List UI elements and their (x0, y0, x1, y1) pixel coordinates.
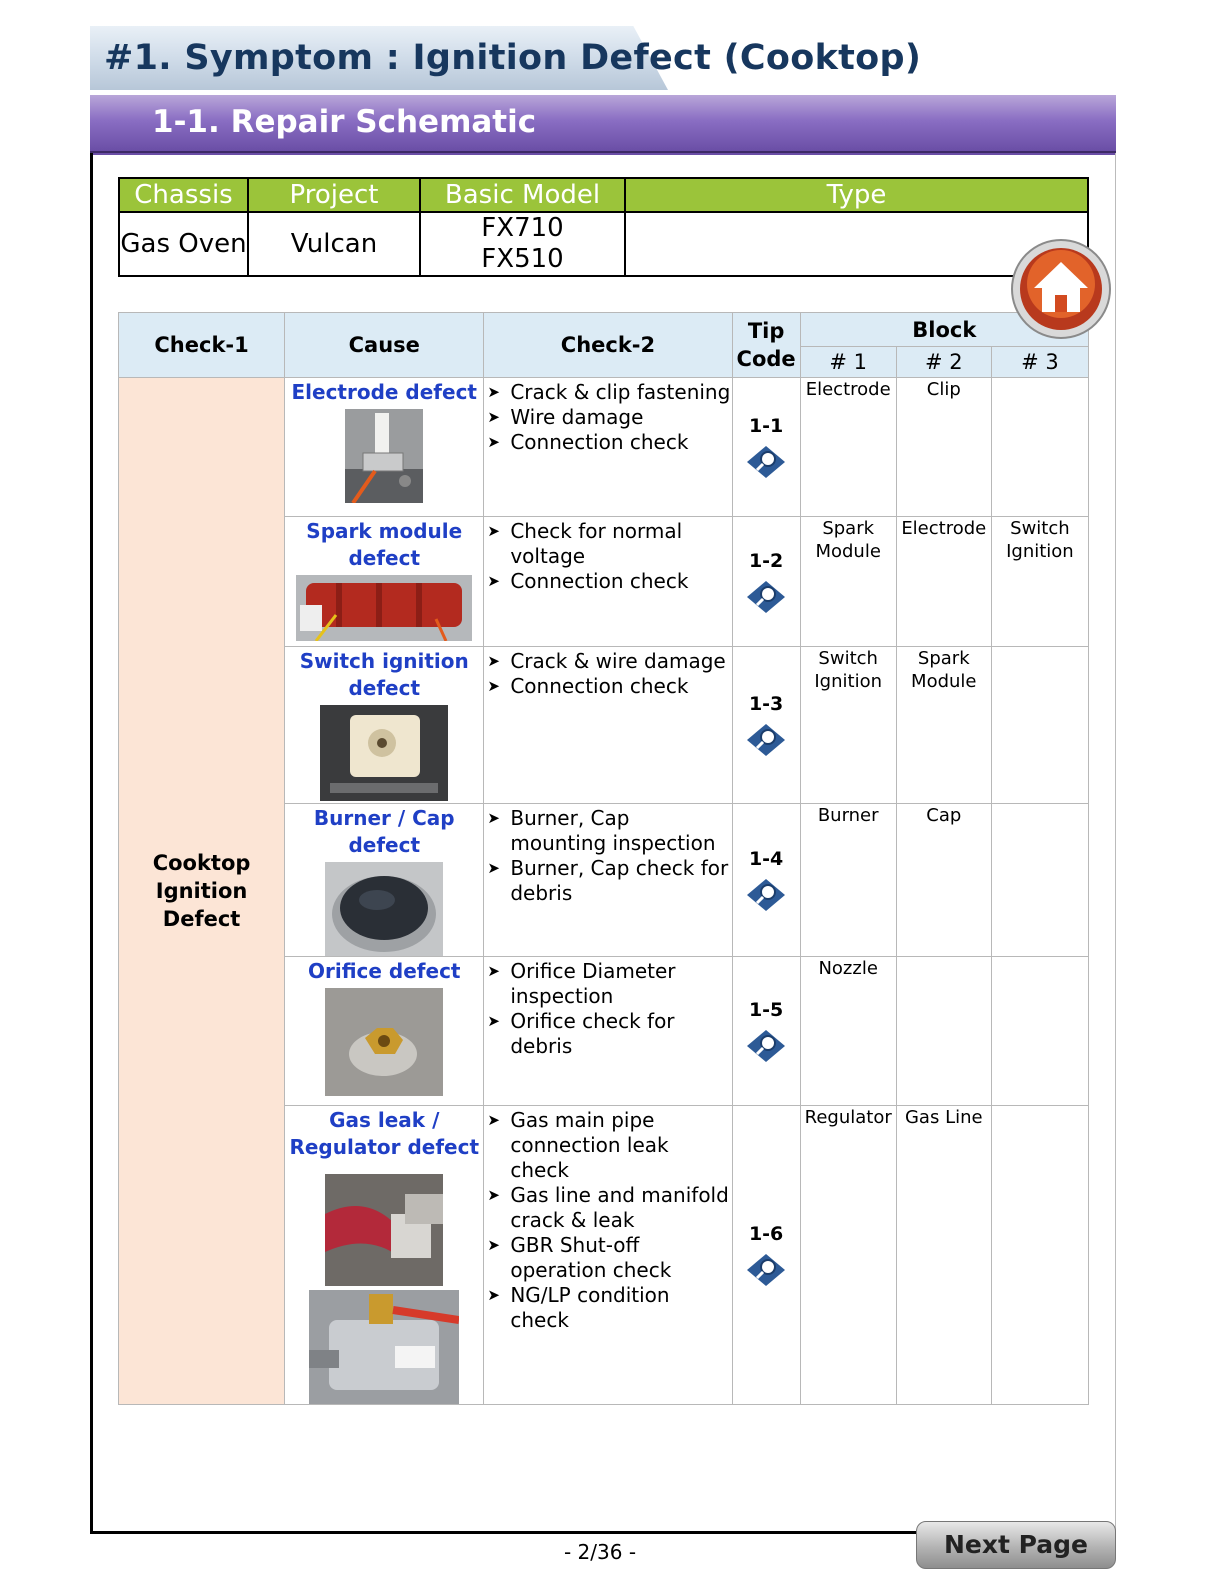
header-check2: Check-2 (484, 313, 732, 378)
info-model (420, 212, 625, 276)
header-tip-line1: Tip (747, 319, 785, 343)
cause-label-2: defect (348, 676, 421, 700)
block-3 (991, 804, 1088, 957)
magnifier-link-icon[interactable] (746, 445, 786, 479)
info-project: Vulcan (248, 212, 420, 276)
frame-top-line (93, 153, 1116, 155)
cause-cell (285, 957, 484, 1106)
block-2: Gas Line (896, 1106, 991, 1405)
check-item: ➤ Orifice check for debris (484, 1009, 731, 1059)
magnifier-link-icon[interactable] (746, 1253, 786, 1287)
schematic-table (118, 312, 1089, 1405)
check-item: ➤ Gas main pipe connection leak check (484, 1108, 731, 1183)
cause-cell (285, 647, 484, 804)
block-1: Nozzle (800, 957, 896, 1106)
cause-label: Switch ignition (299, 649, 469, 673)
check1-cell (119, 378, 285, 1405)
cause-cell (285, 1106, 484, 1405)
block-3 (991, 378, 1088, 517)
cause-label: Gas leak / (329, 1108, 440, 1132)
cause-label: Orifice defect (308, 959, 461, 983)
tip-cell (732, 378, 800, 517)
check2-cell (484, 647, 732, 804)
check2-cell (484, 957, 732, 1106)
header-block-1: # 1 (800, 347, 896, 378)
page-number: - 2/36 - (563, 1540, 637, 1564)
check-item: ➤ Connection check (484, 674, 731, 699)
tip-cell (732, 804, 800, 957)
check-item: ➤ Gas line and manifold crack & leak (484, 1183, 731, 1233)
header-block-3: # 3 (991, 347, 1088, 378)
info-header-chassis: Chassis (119, 178, 248, 212)
check2-cell (484, 1106, 732, 1405)
tip-cell (732, 517, 800, 647)
info-header-model: Basic Model (420, 178, 625, 212)
block-1: Switch Ignition (800, 647, 896, 804)
page-subtitle: 1-1. Repair Schematic (152, 104, 537, 140)
block-3 (991, 957, 1088, 1106)
info-model-1: FX710 (481, 213, 564, 243)
spark-module-photo (296, 575, 472, 641)
cause-label-2: Regulator defect (289, 1135, 480, 1159)
cause-cell (285, 804, 484, 957)
check2-list (484, 1108, 731, 1333)
cause-label: Electrode defect (291, 380, 477, 404)
tip-cell (732, 1106, 800, 1405)
tip-code: 1-3 (748, 693, 784, 715)
check-item: ➤ Burner, Cap check for debris (484, 856, 731, 906)
header-block-2: # 2 (896, 347, 991, 378)
block-1: Electrode (800, 378, 896, 517)
table-row (119, 378, 1089, 517)
info-header-project: Project (248, 178, 420, 212)
tip-code: 1-6 (748, 1223, 784, 1245)
header-block: Block (800, 313, 1088, 347)
check1-line2: Ignition Defect (155, 879, 248, 931)
regulator-photo (309, 1290, 459, 1404)
cause-label-2: defect (348, 833, 421, 857)
check-item: ➤ Connection check (484, 569, 731, 594)
check2-cell (484, 804, 732, 957)
info-chassis: Gas Oven (119, 212, 248, 276)
check2-cell (484, 378, 732, 517)
check2-list (484, 519, 731, 594)
info-header-type: Type (625, 178, 1088, 212)
check2-list (484, 806, 731, 906)
cause-cell (285, 378, 484, 517)
cause-label: Burner / Cap (313, 806, 455, 830)
tip-cell (732, 647, 800, 804)
check2-list (484, 649, 731, 699)
cause-cell (285, 517, 484, 647)
block-1: Regulator (800, 1106, 896, 1405)
magnifier-link-icon[interactable] (746, 878, 786, 912)
block-2: Spark Module (896, 647, 991, 804)
tip-code: 1-4 (748, 848, 784, 870)
block-3 (991, 647, 1088, 804)
next-page-button[interactable] (916, 1521, 1116, 1569)
next-page-label: Next Page (943, 1530, 1089, 1559)
header-cause: Cause (285, 313, 484, 378)
tip-cell (732, 957, 800, 1106)
info-table (118, 177, 1089, 277)
block-3 (991, 1106, 1088, 1405)
switch-ignition-photo (320, 705, 448, 801)
info-model-2: FX510 (481, 244, 564, 274)
block-2: Cap (896, 804, 991, 957)
orifice-photo (325, 988, 443, 1096)
header-tip-line2: Code (736, 347, 796, 371)
tip-code: 1-2 (748, 549, 784, 572)
block-2: Clip (896, 378, 991, 517)
cause-label: Spark module (306, 519, 463, 543)
header-check1: Check-1 (119, 313, 285, 378)
gas-pipe-photo (325, 1174, 443, 1286)
header-tip-code (732, 313, 800, 378)
check-item: ➤ Check for normal voltage (484, 519, 731, 569)
cause-label-2: defect (348, 546, 421, 570)
check-item: ➤ Crack & clip fastening (484, 380, 731, 405)
check-item: ➤ Burner, Cap mounting inspection (484, 806, 731, 856)
magnifier-link-icon[interactable] (746, 580, 786, 614)
check-item: ➤ Crack & wire damage (484, 649, 731, 674)
frame-right-line (1115, 153, 1116, 1533)
check-item: ➤ Orifice Diameter inspection (484, 959, 731, 1009)
check-item: ➤ GBR Shut-off operation check (484, 1233, 731, 1283)
burner-cap-photo (325, 862, 443, 956)
check-item: ➤ Wire damage (484, 405, 731, 430)
magnifier-link-icon[interactable] (746, 1029, 786, 1063)
tip-code: 1-5 (748, 999, 784, 1021)
magnifier-link-icon[interactable] (746, 723, 786, 757)
check-item: ➤ NG/LP condition check (484, 1283, 731, 1333)
block-3: Switch Ignition (991, 517, 1088, 647)
block-1: Burner (800, 804, 896, 957)
frame-bottom-line (90, 1531, 920, 1534)
check-item: ➤ Connection check (484, 430, 731, 455)
check2-cell (484, 517, 732, 647)
check1-line1: Cooktop (152, 851, 251, 875)
check2-list (484, 380, 731, 455)
frame-left-line (90, 153, 93, 1534)
page-title: #1. Symptom : Ignition Defect (Cooktop) (104, 38, 922, 78)
block-1: Spark Module (800, 517, 896, 647)
block-2 (896, 957, 991, 1106)
home-icon[interactable] (1010, 238, 1112, 340)
electrode-photo (345, 409, 423, 503)
block-2: Electrode (896, 517, 991, 647)
check2-list (484, 959, 731, 1059)
tip-code: 1-1 (748, 415, 784, 437)
